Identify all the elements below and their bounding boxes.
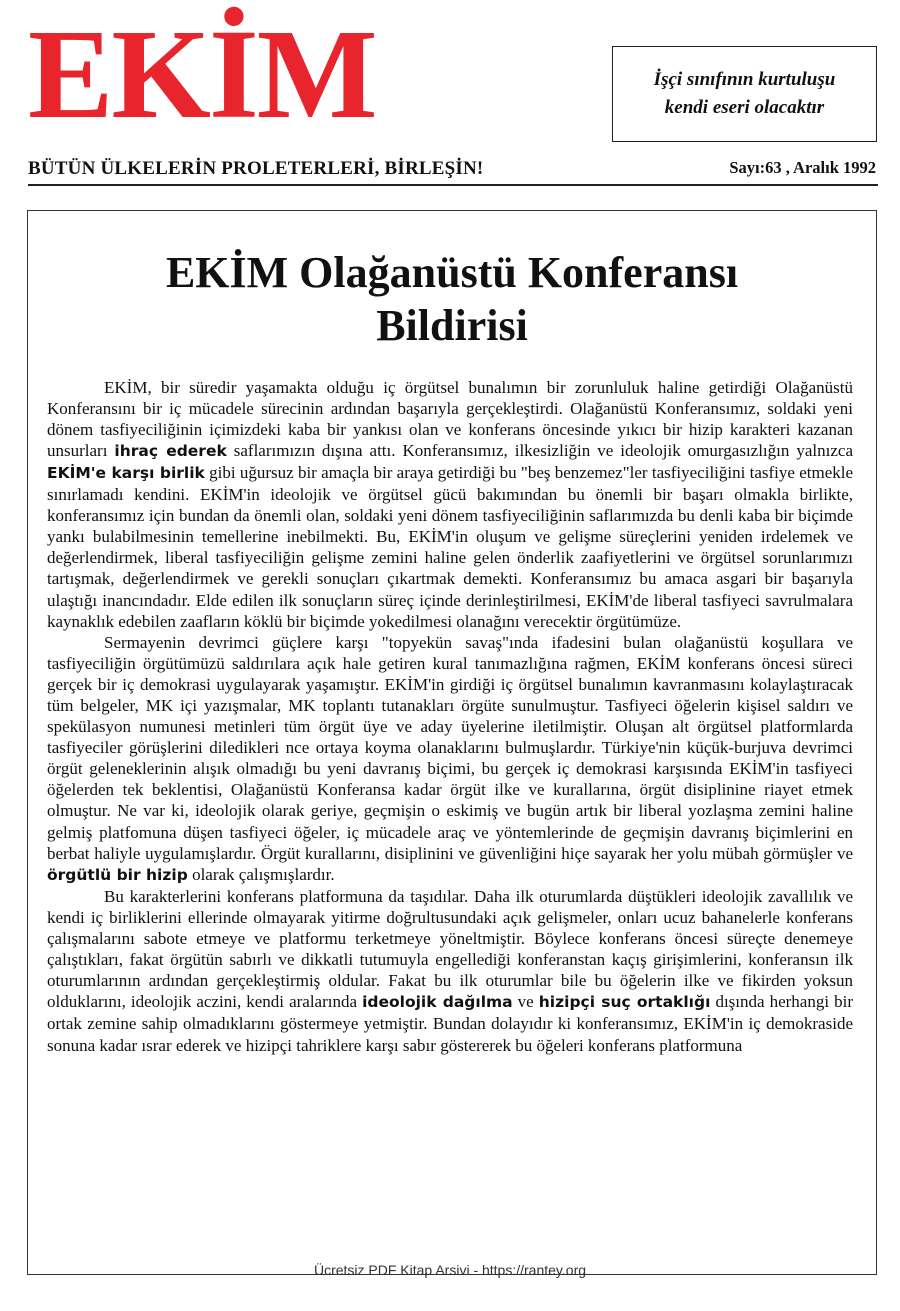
paragraph-text: gibi uğursuz bir amaçla bir araya getirdiği bu "beş benzemez"ler tasfiyeciliğini tasfiye etmekle sınırlamadı kendini. EKİM'in ideolojik ve örgütsel gücü bakımından bu önemli bir başarı olmakla birlikte, konferansımız için bundan da önemli olan, soldaki yeni dönem tasfiyeciliğinin saflarımızda bu denli kaba bir biçimde yankı bulabilmesinin temellerine inebilmekti. Bu, EKİM'in oluşum ve gelişme süreçlerini yeniden irdelemek ve değerlendirmek, liberal tasfiyeciliğin gelişme zemini haline gelen önderlik zaafiyetlerini ve örgütsel sorunlarımızı tartışmak, değerlendirmek ve gerekli sonuçları çıkartmak demekti. Konferansımız bu amaca asgari bir başarıyla ulaştığı inancındadır. Elde edilen ilk sonuçların süreç içinde derinleştirilmesi, EKİM'de liberal tasfiyeci savrulmalara kaynaklık edebilen zaafların köklü bir biçimde yokedilmesi olanağını verecektir örgütümüze. bbox=[47, 462, 854, 631]
paragraph-text: Bu karakterlerini konferans platformuna da taşıdılar. Daha ilk oturumlarda düştükleri ideolojik zavallılık ve kendi iç birliklerini ellerinde olmayarak yitirme doğrultusundaki açık gelişmeler, onları ucuz bahanelerle konferans çalışmalarını sabote etmeye ve platformu terketmeye yöneltmiştir. Böylece konferans öncesi süreçte denemeye çalıştıkları, fakat örgütün sabırlı ve dikkatli tutumuyla engellediği konferanstan kaçış girişimlerini, konferansın ilk oturumlarının ardından gerçekleştirmiş oldular. Fakat bu ilk oturumlar bile bu öğelerin ilke ve fikirden yoksun olduklarını, ideolojik aczini, kendi aralarında bbox=[47, 886, 853, 1012]
paragraph-text: saflarımızın dışına attı. Konferansımız, ilkesizliğin ve ideolojik omurgasızlığın yalnızca bbox=[226, 440, 853, 460]
issue-info: Sayı:63 , Aralık 1992 bbox=[729, 158, 876, 177]
article-title bbox=[28, 247, 876, 353]
article-title-line: EKİM Olağanüstü Konferansı bbox=[165, 248, 739, 297]
article-paragraph bbox=[47, 377, 853, 632]
paragraph-text: ve bbox=[512, 992, 539, 1012]
emphasis-text: örgütlü bir hizip bbox=[47, 865, 188, 884]
article-body bbox=[28, 353, 876, 1056]
masthead-logo: EKİM bbox=[28, 3, 376, 145]
paragraph-text: olarak çalışmışlardır. bbox=[187, 864, 335, 884]
article-frame bbox=[27, 210, 877, 1275]
paragraph-text: dışında herhangi bir ortak zemine sahip olmadıklarını göstermeye yetmiştir. Bundan dolayıdır ki konferansımız, EKİM'in iç demokraside sonuna kadar ısrar ederek ve hizipçi tahriklere karşı sabır göstererek bu öğeleri konferans platformuna bbox=[47, 992, 853, 1055]
masthead-divider bbox=[28, 184, 878, 186]
article-title-line: Bildirisi bbox=[376, 300, 528, 350]
emphasis-text: ideolojik dağılma bbox=[362, 993, 513, 1012]
paragraph-text: Sermayenin devrimci güçlere karşı "topyekün savaş"ında ifadesini bulan olağanüstü koşullara ve tasfiyeciliğin örgütümüzü saldırılara açık hale getiren kural tanımazlığına rağmen, EKİM konferans öncesi süreci gerçek bir iç demokrasi uygulayarak yaşamıştır. EKİM'in girdiği iç örgütsel bunalımın kavranmasını kolaylaştıracak tüm belgeler, MK içi yazışmalar, MK toplantı tutanakları örgüte sunulmuştur. Tasfiyeci öğelerin kişisel saldırı ve spekülasyon numunesi metinleri tüm örgüt üye ve aday üyelerine iletilmiştir. Oluşan alt örgütsel platformlarda tasfiyeciler görüşlerini diledikleri nce ortaya koyma olanaklarını bulmuşlardır. Türkiye'nin küçük-burjuva devrimci örgüt geleneklerinin alışık olmadığı bu yeni davranış biçimi, bu gerçek iç demokrasi karşısında EKİM'in tasfiyeci öğelerden tek beklentisi, Olağanüstü Konferansa kadar örgüt ilke ve kurallarına, örgüt disiplinine riayet etmek olmuştur. Ne var ki, ideolojik olarak geriye, geçmişin o eskimiş ve bugün artık bir liberal yozlaşma zemini haline gelmiş platfomuna düşen tasfiyeci öğeler, iç mücadele araç ve yöntemlerinde de geçmişin davranış biçimlerini en berbat haliyle uygulamışlardır. Örgüt kurallarını, disiplinini ve güvenliğini hiçe sayarak her yolu mübah görmüşler ve bbox=[47, 632, 853, 863]
paragraph-text: EKİM, bir süredir yaşamakta olduğu iç örgütsel bunalımın bir zorunluluk haline getirdiği Olağanüstü Konferansını bir iç mücadele sürecinin ardından başarıyla gerçekleştirdi. Olağanüstü Konferansımız, soldaki yeni dönem tasfiyeciliğinin içimizdeki kaba bir yankısı olan ve konferans öncesinde yıkıcı bir hizip karakteri kazanan unsurları bbox=[47, 377, 853, 460]
article-paragraph bbox=[47, 886, 853, 1056]
masthead-slogan: BÜTÜN ÜLKELERİN PROLETERLERİ, BİRLEŞİN! bbox=[28, 158, 484, 179]
emphasis-text: hizipçi suç ortaklığı bbox=[538, 993, 711, 1012]
motto-box bbox=[612, 46, 877, 142]
motto-line: İşçi sınıfının kurtuluşu bbox=[653, 69, 836, 91]
emphasis-text: EKİM'e karşı birlik bbox=[47, 463, 205, 482]
motto-line: kendi eseri olacaktır bbox=[664, 97, 825, 118]
article-paragraph bbox=[47, 632, 853, 886]
footer-watermark: Ücretsiz PDF Kitap Arsivi - https://rantey.org bbox=[313, 1262, 587, 1278]
emphasis-text: ihraç ederek bbox=[114, 441, 227, 460]
